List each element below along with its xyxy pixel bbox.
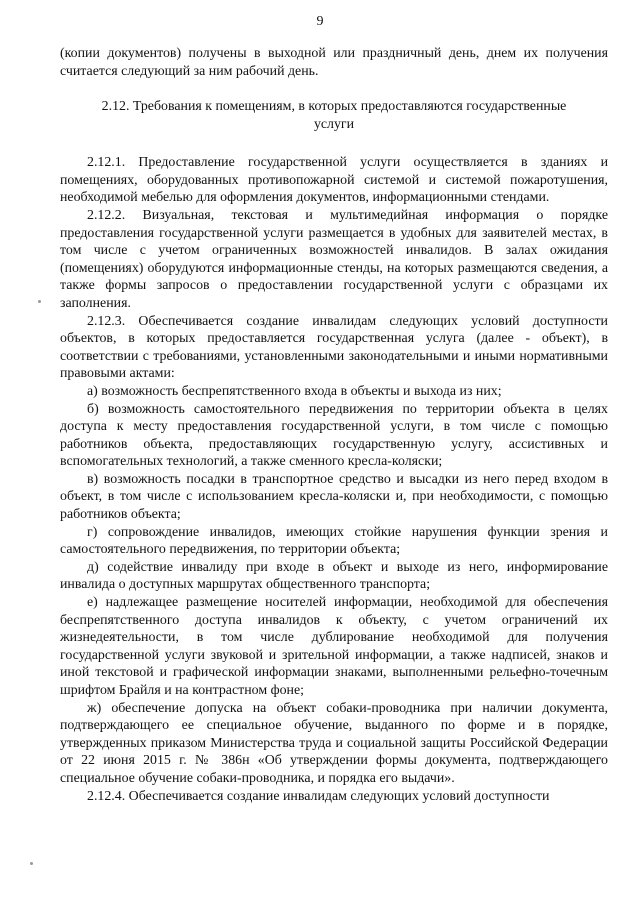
continuation-paragraph: (копии документов) получены в выходной или праздничный день, днем их получения считается следующий за ним рабочий день. — [60, 46, 608, 79]
list-item-g: г) сопровождение инвалидов, имеющих стойкие нарушения функции зрения и самостоятельного передвижения, по территории объекта; — [60, 524, 608, 558]
list-item-a: а) возможность беспрепятственного входа в объекты и выхода из них; — [87, 383, 502, 399]
list-item-d: д) содействие инвалиду при входе в объект и выходе из него, информирование инвалида о доступных маршрутах общественного транспорта; — [60, 559, 608, 593]
list-item-e: е) надлежащее размещение носителей информации, необходимой для обеспечения беспрепятственного доступа инвалидов к объекту, с учетом ограничений их жизнедеятельности, в том числе дублирование необходимой для получения государственной услуги звуковой и зрительной информации, а также надписей, знаков и иной текстовой и графической информации знаками, выполненными рельефно-точечным шрифтом Брайля и на контрастном фоне; — [60, 595, 608, 698]
scan-speck — [38, 300, 41, 303]
list-item-zh: ж) обеспечение допуска на объект собаки-проводника при наличии документа, подтверждающего ее специальное обучение, выданного по форме и в порядке, утвержденных приказом Министерства труда и социальной защиты Российской Федерации от 22 июня 2015 г. № 386н «Об утверждении формы документа, подтверждающего специальное обучение собаки-проводника, и порядка его выдачи». — [60, 700, 608, 786]
section-heading: 2.12. Требования к помещениям, в которых предоставляются государственные услуги — [101, 99, 567, 133]
document-body — [60, 45, 608, 805]
paragraph-2-12-2: 2.12.2. Визуальная, текстовая и мультимедийная информация о порядке предоставления государственной услуги размещается в удобных для заявителей местах, в том числе с учетом ограниченных возможностей инвалидов. В залах ожидания (помещениях) оборудуются информационные стенды, на которых размещаются сведения, а также формы запросов о предоставлении государственной услуги с образцами их заполнения. — [60, 207, 608, 311]
list-item-b: б) возможность самостоятельного передвижения по территории объекта в целях доступа к месту предоставления государственной услуги, в том числе с помощью работников объекта, предоставляющих государственную услугу, ассистивных и вспомогательных технологий, а также сменного кресла-коляски; — [60, 401, 608, 470]
paragraph-2-12-3: 2.12.3. Обеспечивается создание инвалидам следующих условий доступности объектов, в которых предоставляется государственная услуга (далее - объект), в соответствии с требованиями, установленными законодательными и иными нормативными правовыми актами: — [60, 313, 608, 382]
paragraph-2-12-1: 2.12.1. Предоставление государственной услуги осуществляется в зданиях и помещениях, оборудованных противопожарной системой и системой пожаротушения, необходимой мебелью для оформления документов, информационными стендами. — [60, 155, 608, 206]
page-number: 9 — [316, 14, 324, 29]
scan-speck — [30, 862, 33, 865]
list-item-v: в) возможность посадки в транспортное средство и высадки из него перед входом в объект, в том числе с использованием кресла-коляски и, при необходимости, с помощью работников объекта; — [60, 471, 608, 523]
paragraph-2-12-4: 2.12.4. Обеспечивается создание инвалидам следующих условий доступности — [87, 788, 550, 804]
